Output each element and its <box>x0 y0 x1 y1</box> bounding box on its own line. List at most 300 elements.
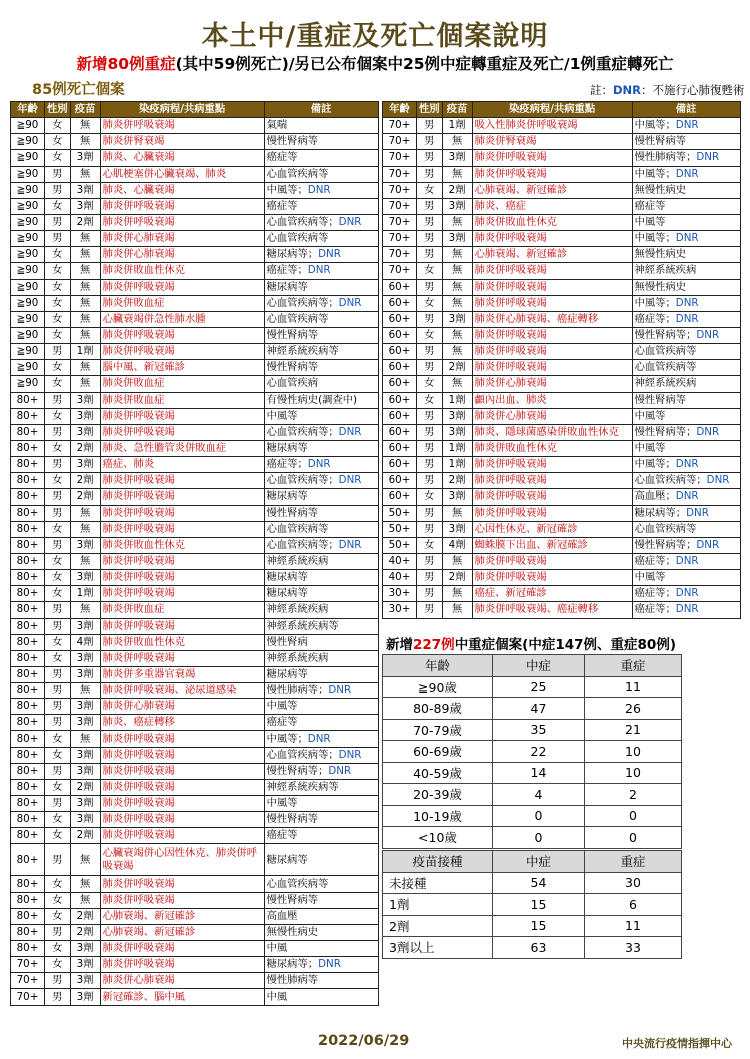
age-cell: 60+ <box>383 392 417 408</box>
moderate-cell: 54 <box>493 872 585 894</box>
dnr-label: DNR <box>307 732 331 745</box>
age-cell: 30+ <box>383 586 417 602</box>
remark-text: 慢性腎病等； <box>634 329 697 342</box>
course-cell: 肺炎、癌症轉移 <box>100 715 264 731</box>
sex-cell: 女 <box>417 537 443 553</box>
table-row <box>11 279 379 295</box>
vaccine-cell: 3劑 <box>70 715 100 731</box>
dnr-label: DNR <box>328 684 352 697</box>
course-cell: 肺炎併敗血性休克 <box>100 537 264 553</box>
sex-cell: 男 <box>417 247 443 263</box>
sex-cell: 男 <box>417 344 443 360</box>
remark-text: 高血壓 <box>266 909 298 922</box>
course-cell: 肺炎併呼吸衰竭 <box>472 327 632 343</box>
sex-cell: 女 <box>45 134 71 150</box>
vaccine-cell: 無 <box>442 376 472 392</box>
vaccine-cell: 3劑 <box>442 489 472 505</box>
course-cell: 心臟衰竭併心因性休克、肺炎併呼吸衰竭 <box>100 844 264 876</box>
table-row <box>383 311 741 327</box>
vaccine-status-cell: 未接種 <box>383 872 493 894</box>
remark-cell <box>632 344 740 360</box>
dnr-label: DNR <box>696 151 720 164</box>
remark-cell <box>632 505 740 521</box>
table-row <box>383 915 682 937</box>
remark-cell <box>264 505 378 521</box>
vaccine-status-cell: 1劑 <box>383 894 493 916</box>
sex-cell: 女 <box>45 731 71 747</box>
remark-cell <box>264 247 378 263</box>
vaccine-cell: 3劑 <box>70 182 100 198</box>
age-cell: 60+ <box>383 376 417 392</box>
moderate-cell: 15 <box>493 894 585 916</box>
remark-text: 中風等 <box>266 700 298 713</box>
sex-cell: 女 <box>45 247 71 263</box>
remark-text: 有慢性病史(調查中) <box>266 393 358 406</box>
sex-cell: 男 <box>417 118 443 134</box>
table-row <box>383 537 741 553</box>
remark-cell <box>632 182 740 198</box>
remark-text: 神經系統疾病 <box>266 555 329 567</box>
vaccine-cell: 無 <box>442 553 472 569</box>
sex-cell: 男 <box>45 715 71 731</box>
remark-text: 癌症等 <box>266 716 298 729</box>
remark-text: 糖尿病等 <box>266 280 308 293</box>
remark-text: 中風等 <box>266 797 298 810</box>
sex-cell: 女 <box>45 892 71 908</box>
vaccine-cell: 3劑 <box>442 231 472 247</box>
remark-text: 中風等 <box>634 571 666 584</box>
remark-cell <box>264 763 378 779</box>
remark-cell <box>264 214 378 230</box>
vaccine-cell: 4劑 <box>442 537 472 553</box>
dnr-label: DNR <box>675 119 699 132</box>
remark-text: 神經系統疾病等 <box>266 780 339 793</box>
course-cell: 癌症、新冠確診 <box>472 586 632 602</box>
table-row <box>11 311 379 327</box>
dnr-label: DNR <box>338 425 362 438</box>
remark-text: 心血管疾病等； <box>266 474 339 487</box>
vaccine-cell: 3劑 <box>70 666 100 682</box>
sex-cell: 男 <box>417 473 443 489</box>
course-cell: 肺炎併敗血症 <box>100 602 264 618</box>
age-cell: 80+ <box>11 779 45 795</box>
dnr-label: DNR <box>675 296 699 309</box>
course-cell: 肺炎併心肺衰竭 <box>100 699 264 715</box>
remark-cell <box>264 440 378 456</box>
dnr-label: DNR <box>675 312 699 325</box>
remark-text: 慢性腎病等 <box>266 813 319 826</box>
table-row <box>383 166 741 182</box>
sex-cell: 男 <box>45 844 71 876</box>
course-cell: 肺炎併呼吸衰竭 <box>100 424 264 440</box>
age-cell: 70+ <box>11 973 45 989</box>
remark-cell <box>264 844 378 876</box>
remark-cell <box>264 231 378 247</box>
age-cell: 80+ <box>11 650 45 666</box>
remark-cell <box>264 924 378 940</box>
remark-cell <box>632 521 740 537</box>
remark-cell <box>264 683 378 699</box>
age-cell: 60+ <box>383 279 417 295</box>
age-cell: 40+ <box>383 553 417 569</box>
sex-cell: 男 <box>417 424 443 440</box>
sex-cell: 女 <box>45 311 71 327</box>
vaccine-cell: 無 <box>70 683 100 699</box>
remark-cell <box>264 731 378 747</box>
table-row <box>11 457 379 473</box>
vaccine-cell: 3劑 <box>70 941 100 957</box>
sex-cell: 男 <box>417 521 443 537</box>
severe-header: 重症 <box>585 851 682 873</box>
remark-cell <box>264 602 378 618</box>
moderate-cell: 35 <box>493 719 585 741</box>
course-cell: 肺炎併敗血性休克 <box>472 214 632 230</box>
remark-text: 慢性腎病等 <box>266 135 319 148</box>
remark-text: 糖尿病等 <box>266 442 308 455</box>
table-row <box>383 489 741 505</box>
course-cell: 肺炎併呼吸衰竭 <box>472 150 632 166</box>
severe-cell: 11 <box>585 915 682 937</box>
remark-text: 中風等 <box>634 409 666 422</box>
table-row <box>11 327 379 343</box>
sex-cell: 女 <box>45 908 71 924</box>
dnr-label: DNR <box>696 425 720 438</box>
severe-cell: 26 <box>585 698 682 720</box>
remark-text: 心血管疾病等； <box>266 538 339 551</box>
sex-cell: 男 <box>45 796 71 812</box>
age-cell: 80+ <box>11 796 45 812</box>
table-row <box>383 118 741 134</box>
course-cell: 肺炎併呼吸衰竭 <box>472 166 632 182</box>
remark-text: 癌症等； <box>634 603 676 616</box>
table-row <box>11 844 379 876</box>
vaccine-cell: 2劑 <box>442 473 472 489</box>
table-row <box>11 263 379 279</box>
course-cell: 心肺衰竭、新冠確診 <box>472 182 632 198</box>
remark-cell <box>264 828 378 844</box>
table-row <box>383 247 741 263</box>
remark-text: 中風等； <box>634 232 676 245</box>
vaccine-cell: 3劑 <box>70 973 100 989</box>
remark-cell <box>264 650 378 666</box>
course-cell: 肺炎併呼吸衰竭 <box>472 263 632 279</box>
age-cell: 70+ <box>383 247 417 263</box>
dnr-label: DNR <box>338 216 362 229</box>
vaccine-cell: 無 <box>70 327 100 343</box>
sex-cell: 女 <box>417 392 443 408</box>
age-group-cell: 40-59歲 <box>383 762 493 784</box>
remark-cell <box>632 118 740 134</box>
course-cell: 肺炎併呼吸衰竭 <box>100 796 264 812</box>
remark-cell <box>264 134 378 150</box>
table-row <box>11 408 379 424</box>
dnr-label: DNR <box>696 329 720 342</box>
moderate-cell: 0 <box>493 827 585 849</box>
sex-cell: 女 <box>45 586 71 602</box>
remark-cell <box>264 796 378 812</box>
course-cell: 肺炎、急性膽管炎併敗血症 <box>100 440 264 456</box>
course-cell: 肺炎併呼吸衰竭 <box>100 941 264 957</box>
remark-text: 高血壓； <box>634 490 676 503</box>
age-cell: ≧90 <box>11 182 45 198</box>
table-row <box>383 937 682 959</box>
sex-cell: 女 <box>417 263 443 279</box>
remark-text: 慢性腎病等 <box>266 893 319 906</box>
sex-cell: 女 <box>45 279 71 295</box>
age-group-cell: 60-69歲 <box>383 741 493 763</box>
moderate-severe-title: 新增227例中重症個案(中症147例、重症80例) <box>386 637 676 653</box>
age-header: 年齡 <box>11 102 45 118</box>
remark-text: 中風 <box>266 942 288 955</box>
severe-cell: 0 <box>585 805 682 827</box>
vaccine-cell: 無 <box>442 327 472 343</box>
table-row <box>383 894 682 916</box>
course-cell: 肺炎併呼吸衰竭 <box>100 618 264 634</box>
table-row <box>11 295 379 311</box>
sex-cell: 女 <box>45 263 71 279</box>
sex-cell: 男 <box>417 408 443 424</box>
remark-header: 備註 <box>632 102 740 118</box>
dnr-label: DNR <box>675 490 699 503</box>
table-row <box>11 796 379 812</box>
death-table-left <box>10 101 379 1006</box>
table-row <box>11 828 379 844</box>
course-cell: 肺炎併敗血性休克 <box>100 263 264 279</box>
severe-cell: 10 <box>585 741 682 763</box>
table-row <box>383 231 741 247</box>
death-count: 85例死亡個案 <box>32 82 125 98</box>
dnr-label: DNR <box>318 958 341 971</box>
course-cell: 吸入性肺炎併呼吸衰竭 <box>472 118 632 134</box>
vaccine-cell: 3劑 <box>70 392 100 408</box>
course-cell: 肺炎併呼吸衰竭 <box>472 279 632 295</box>
remark-cell <box>632 263 740 279</box>
table-row <box>11 812 379 828</box>
severe-cell: 6 <box>585 894 682 916</box>
sex-cell: 男 <box>45 457 71 473</box>
sex-cell: 男 <box>417 279 443 295</box>
remark-text: 神經系統疾病 <box>634 377 697 390</box>
sex-cell: 男 <box>417 134 443 150</box>
vaccine-cell: 1劑 <box>442 118 472 134</box>
remark-text: 中風 <box>266 990 288 1003</box>
dnr-label: DNR <box>686 506 709 519</box>
sex-cell: 男 <box>45 166 71 182</box>
remark-cell <box>632 150 740 166</box>
vaccine-cell: 無 <box>442 214 472 230</box>
table-row <box>383 360 741 376</box>
remark-cell <box>632 214 740 230</box>
vaccine-cell: 無 <box>442 586 472 602</box>
sex-cell: 女 <box>45 521 71 537</box>
dnr-label: DNR <box>307 458 331 471</box>
age-cell: ≧90 <box>11 214 45 230</box>
sex-cell: 女 <box>45 747 71 763</box>
vaccine-cell: 3劑 <box>70 989 100 1005</box>
age-cell: ≧90 <box>11 150 45 166</box>
remark-cell <box>264 166 378 182</box>
table-row <box>383 214 741 230</box>
sex-cell: 女 <box>45 812 71 828</box>
vaccine-cell: 無 <box>70 279 100 295</box>
table-row <box>383 198 741 214</box>
remark-text: 心血管疾病 <box>266 377 319 390</box>
sex-cell: 女 <box>45 198 71 214</box>
course-cell: 肺炎併呼吸衰竭 <box>100 553 264 569</box>
remark-text: 癌症等 <box>266 151 298 164</box>
remark-cell <box>632 570 740 586</box>
course-cell: 肺炎併敗血性休克 <box>472 440 632 456</box>
course-cell: 肺炎併呼吸衰竭 <box>100 505 264 521</box>
table-row <box>383 521 741 537</box>
table-row <box>383 827 682 849</box>
age-cell: 80+ <box>11 392 45 408</box>
remark-text: 中風等； <box>266 732 308 745</box>
table-row <box>11 941 379 957</box>
vaccine-cell: 3劑 <box>70 457 100 473</box>
remark-text: 糖尿病等 <box>266 571 308 584</box>
vaccine-header: 疫苗 <box>70 102 100 118</box>
remark-cell <box>264 360 378 376</box>
dnr-label: DNR <box>675 555 699 567</box>
table-row <box>383 570 741 586</box>
vaccine-status-cell: 2劑 <box>383 915 493 937</box>
vaccine-cell: 3劑 <box>70 424 100 440</box>
age-cell: 80+ <box>11 763 45 779</box>
dnr-label: DNR <box>338 474 362 487</box>
sex-cell: 女 <box>45 376 71 392</box>
remark-cell <box>264 521 378 537</box>
age-cell: 80+ <box>11 553 45 569</box>
sex-cell: 女 <box>45 360 71 376</box>
sex-cell: 女 <box>45 150 71 166</box>
course-header: 染疫病程/共病重點 <box>472 102 632 118</box>
remark-cell <box>632 198 740 214</box>
table-row <box>383 440 741 456</box>
moderate-header: 中症 <box>493 851 585 873</box>
table-row <box>383 762 682 784</box>
vaccine-cell: 無 <box>442 263 472 279</box>
remark-cell <box>632 311 740 327</box>
table-row <box>11 166 379 182</box>
age-cell: 80+ <box>11 731 45 747</box>
sex-cell: 男 <box>45 424 71 440</box>
vaccine-cell: 無 <box>70 166 100 182</box>
age-cell: 70+ <box>383 134 417 150</box>
vaccine-cell: 1劑 <box>70 586 100 602</box>
vaccine-cell: 無 <box>70 231 100 247</box>
age-group-cell: <10歲 <box>383 827 493 849</box>
remark-text: 慢性腎病等； <box>266 764 329 777</box>
vaccine-cell: 1劑 <box>442 457 472 473</box>
vaccine-cell: 無 <box>70 876 100 892</box>
vaccine-cell: 3劑 <box>70 747 100 763</box>
vaccine-cell: 3劑 <box>70 763 100 779</box>
vaccine-status-cell: 3劑以上 <box>383 937 493 959</box>
page-subtitle <box>0 52 750 74</box>
remark-cell <box>632 247 740 263</box>
age-cell: ≧90 <box>11 344 45 360</box>
table-row <box>383 344 741 360</box>
course-cell: 肺炎併心肺衰竭 <box>100 973 264 989</box>
vaccine-cell: 2劑 <box>70 214 100 230</box>
organization-name: 中央流行疫情指揮中心 <box>622 1037 732 1050</box>
dnr-label: DNR <box>318 248 341 261</box>
moderate-cell: 47 <box>493 698 585 720</box>
remark-cell <box>264 812 378 828</box>
table-row <box>383 473 741 489</box>
sex-cell: 女 <box>417 376 443 392</box>
moderate-cell: 0 <box>493 805 585 827</box>
sex-cell: 女 <box>45 634 71 650</box>
remark-text: 神經系統疾病等 <box>266 345 339 358</box>
course-cell: 肺炎併呼吸衰竭 <box>472 295 632 311</box>
new-severe-count: 新增80例重症 <box>76 55 176 73</box>
vaccine-cell: 3劑 <box>442 311 472 327</box>
course-cell: 肺炎併呼吸衰竭 <box>100 198 264 214</box>
sex-cell: 男 <box>45 214 71 230</box>
table-row <box>11 763 379 779</box>
remark-text: 神經系統疾病 <box>266 651 329 664</box>
dnr-label: DNR <box>675 232 699 245</box>
table-row <box>11 344 379 360</box>
severe-cell: 30 <box>585 872 682 894</box>
age-cell: 60+ <box>383 440 417 456</box>
remark-cell <box>264 392 378 408</box>
sex-cell: 女 <box>45 941 71 957</box>
sex-cell: 女 <box>417 489 443 505</box>
table-row <box>11 392 379 408</box>
remark-text: 中風等 <box>634 442 666 455</box>
vaccine-cell: 2劑 <box>70 779 100 795</box>
age-cell: 30+ <box>383 602 417 618</box>
table-row <box>11 908 379 924</box>
course-cell: 心肺衰竭、新冠確診 <box>472 247 632 263</box>
table-row <box>383 805 682 827</box>
table-row <box>11 570 379 586</box>
remark-cell <box>264 553 378 569</box>
table-row <box>11 650 379 666</box>
vaccine-cell: 3劑 <box>70 408 100 424</box>
remark-text: 慢性腎病等 <box>634 135 687 148</box>
vaccine-cell: 無 <box>70 134 100 150</box>
dnr-label: DNR <box>328 764 352 777</box>
vaccine-cell: 無 <box>70 521 100 537</box>
moderate-header: 中症 <box>493 655 585 677</box>
remark-cell <box>632 457 740 473</box>
dnr-label: DNR <box>338 748 362 761</box>
table-row <box>11 666 379 682</box>
vaccine-cell: 2劑 <box>70 473 100 489</box>
course-cell: 心因性休克、新冠確診 <box>472 521 632 537</box>
remark-cell <box>632 134 740 150</box>
age-cell: 60+ <box>383 457 417 473</box>
remark-cell <box>264 973 378 989</box>
remark-text: 糖尿病等； <box>266 958 319 971</box>
age-cell: 60+ <box>383 408 417 424</box>
vaccine-cell: 無 <box>70 505 100 521</box>
remark-text: 心血管疾病等 <box>634 361 697 374</box>
table-row <box>383 392 741 408</box>
course-cell: 肺炎併呼吸衰竭、泌尿道感染 <box>100 683 264 699</box>
remark-cell <box>632 327 740 343</box>
dnr-label: DNR <box>338 296 362 309</box>
remark-cell <box>264 118 378 134</box>
remark-text: 中風等； <box>634 119 676 132</box>
vaccine-cell: 2劑 <box>442 182 472 198</box>
age-cell: 70+ <box>11 989 45 1005</box>
dnr-label: DNR <box>307 264 331 277</box>
